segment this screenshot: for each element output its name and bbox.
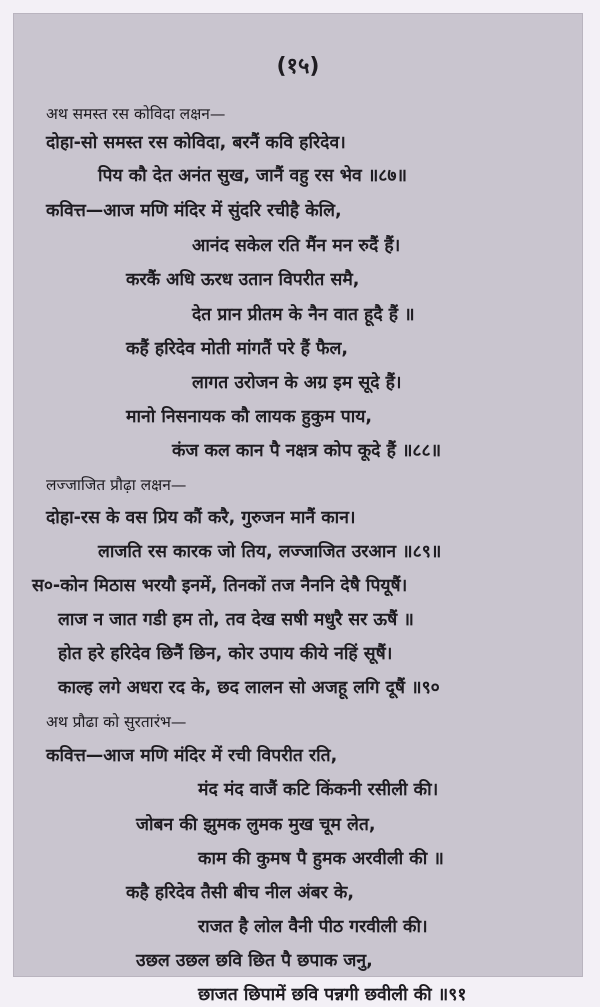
text-line: दोहा-सो समस्त रस कोविदा, बरनैं कवि हरिदेव। [46,133,346,153]
text-line: कवित्त—आज मणि मंदिर में सुंदरि रचीहै केलि, [46,201,342,221]
text-line: कहैं हरिदेव मोती मांगतैं परे हैं फैल, [126,339,349,359]
section-heading: अथ समस्त रस कोविदा लक्षन— [46,105,226,123]
text-line: देत प्रान प्रीतम के नैन वात हूदै हैं ॥ [192,305,415,325]
text-line: राजत है लोल वैनी पीठ गरवीली की। [198,917,428,937]
text-line: कंज कल कान पै नक्षत्र कोप कूदे हैं ॥८८॥ [172,441,442,461]
text-line: मानो निसनायक कौ लायक हुकुम पाय, [126,407,373,427]
text-line: कहै हरिदेव तैसी बीच नील अंबर के, [126,883,354,903]
text-line: आनंद सकेल रति मैंन मन रुदैं हैं। [192,236,401,256]
text-line: छाजत छिपामें छवि पन्नगी छवीली की ॥९१ [198,985,467,1005]
text-line: काल्ह लगे अधरा रद के, छद लालन सो अजहू लगि दूषैं ॥९० [58,678,440,698]
text-line: पिय कौ देत अनंत सुख, जानैं वहु रस भेव ॥८७॥ [98,166,407,186]
text-line: दोहा-रस के वस प्रिय कौं करै, गुरुजन मानैं कान। [46,508,356,528]
section-heading: अथ प्रौढा को सुरतारंभ— [46,713,187,731]
text-line: लागत उरोजन के अग्र इम सूदे हैं। [192,373,402,393]
text-line: स०-कोन मिठास भरयौ इनमें, तिनकों तज नैननि देषै पियूषैं। [32,576,408,596]
text-line: कवित्त—आज मणि मंदिर में रची विपरीत रति, [46,746,338,766]
book-page [14,14,582,1005]
text-line: लाजति रस कारक जो तिय, लज्जाजित उरआन ॥८९॥ [98,542,442,562]
text-line: जोबन की झुमक लुमक मुख चूम लेत, [136,815,376,835]
section-heading: लज्जाजित प्रौढ़ा लक्षन— [46,476,187,494]
page-number: (१५) [276,54,320,79]
text-line: मंद मंद वाजैं कटि किंकनी रसीली की। [198,780,439,800]
text-line: करकैं अधि ऊरध उतान विपरीत समै, [126,270,360,290]
text-line: होत हरे हरिदेव छिनैं छिन, कोर उपाय कीये नहिं सूषैं। [58,644,393,664]
text-line: काम की कुमष पै हुमक अरवीली की ॥ [198,849,444,869]
text-line: उछल उछल छवि छित पै छपाक जनु, [136,951,373,971]
text-line: लाज न जात गडी हम तो, तव देख सषी मधुरै सर ऊषैं ॥ [58,610,414,630]
